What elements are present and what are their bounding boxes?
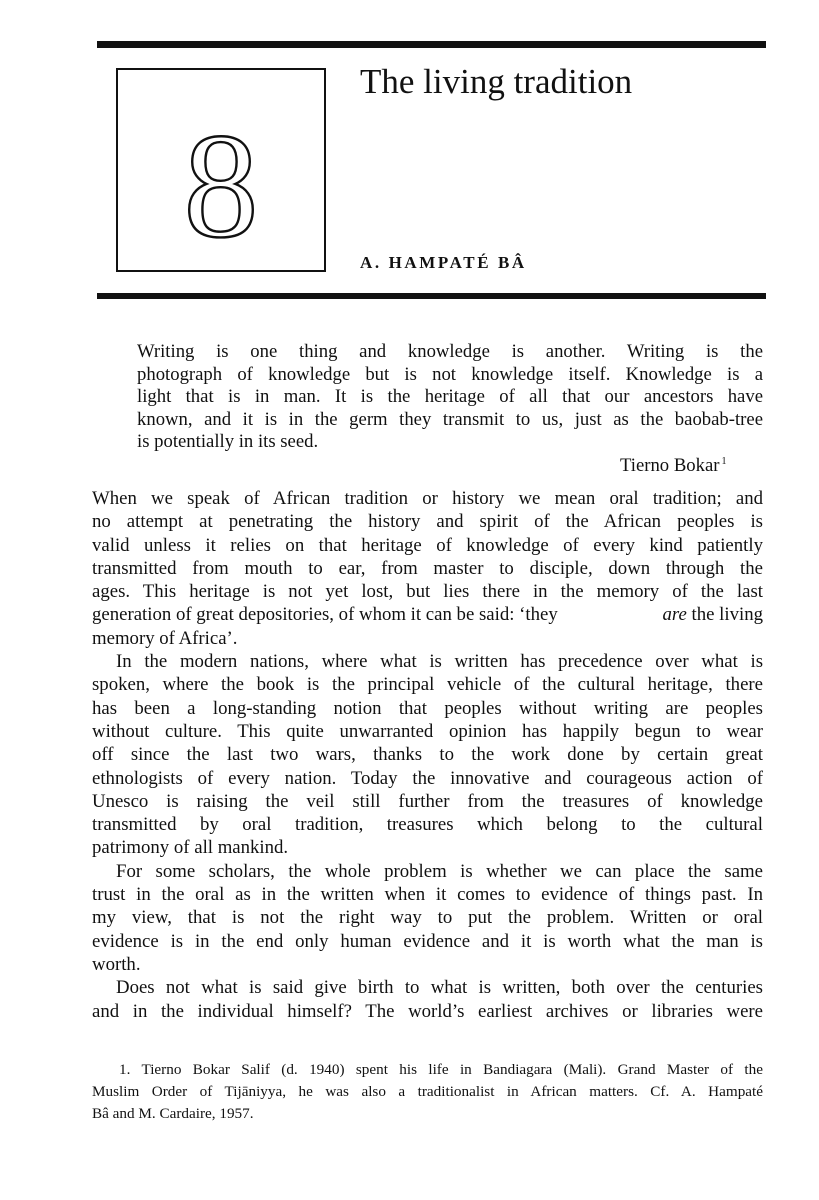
body-line: trust in the oral as in the written when it comes to evidence of things past. In xyxy=(92,884,763,906)
chapter-title: The living tradition xyxy=(360,62,633,101)
chapter-number xyxy=(118,70,324,270)
chapter-author: A. HAMPATÉ BÂ xyxy=(360,253,527,272)
body-line: Does not what is said give birth to what is written, both over the centuries xyxy=(116,977,763,999)
footnote-line: 1. Tierno Bokar Salif (d. 1940) spent his life in Bandiagara (Mali). Grand Master of the xyxy=(119,1061,763,1078)
body-line: spoken, where the book is the principal vehicle of the cultural heritage, there xyxy=(92,674,763,696)
body-line: memory of Africa’. xyxy=(92,627,238,649)
footnote-line: Bâ and M. Cardaire, 1957. xyxy=(92,1105,254,1122)
emphasis: are xyxy=(662,604,687,626)
body-line: Unesco is raising the veil still further from the treasures of knowledge xyxy=(92,790,763,812)
body-line-part: generation of great depositories, of whom it can be said: ‘they xyxy=(92,604,563,626)
body-line: my view, that is not the right way to put the problem. Written or oral xyxy=(92,907,763,929)
body-line: has been a long-standing notion that peoples without writing are peoples xyxy=(92,697,763,719)
body-line: patrimony of all mankind. xyxy=(92,837,289,859)
body-line: valid unless it relies on that heritage of knowledge of every kind patiently xyxy=(92,534,763,556)
top-rule xyxy=(97,41,766,48)
body-line: transmitted from mouth to ear, from master to disciple, down through the xyxy=(92,557,763,579)
epigraph-line: known, and it is in the germ they transmit to us, just as the baobab-tree xyxy=(137,408,763,430)
body-line: In the modern nations, where what is written has precedence over what is xyxy=(116,651,763,673)
epigraph-line: photograph of knowledge but is not knowledge itself. Knowledge is a xyxy=(137,363,763,385)
footnote-line: Muslim Order of Tijāniyya, he was also a traditionalist in African matters. Cf. A. Hampaté xyxy=(92,1083,763,1100)
body-line: ages. This heritage is not yet lost, but lies there in the memory of the last xyxy=(92,581,763,603)
epigraph xyxy=(137,341,763,454)
body-line: evidence is in the end only human evidence and it is worth what the man is xyxy=(92,930,763,952)
footnote-ref: 1 xyxy=(721,456,727,467)
body-line: no attempt at penetrating the history and spirit of the African peoples is xyxy=(92,511,763,533)
body-text xyxy=(92,487,763,1023)
epigraph-attribution xyxy=(620,455,727,477)
epigraph-line: Writing is one thing and knowledge is another. Writing is the xyxy=(137,341,763,362)
body-line-part xyxy=(662,603,763,626)
body-line: without culture. This quite unwarranted opinion has happily begun to wear xyxy=(92,720,763,742)
attribution-name: Tierno Bokar xyxy=(620,455,720,476)
body-line: worth. xyxy=(92,953,141,975)
body-line: off since the last two wars, thanks to the work done by certain great xyxy=(92,744,763,766)
chapter-number-box xyxy=(116,68,326,272)
footnote xyxy=(92,1059,763,1125)
epigraph-line: light that is in man. It is the heritage of all that our ancestors have xyxy=(137,386,763,408)
body-line xyxy=(92,603,763,626)
body-line: transmitted by oral tradition, treasures which belong to the cultural xyxy=(92,814,763,836)
body-line: and in the individual himself? The world’s earliest archives or libraries were xyxy=(92,1000,763,1022)
body-line: When we speak of African tradition or history we mean oral tradition; and xyxy=(92,488,763,509)
chapter-number-text: 8 xyxy=(183,103,259,269)
bottom-rule xyxy=(97,293,766,299)
body-line-part: the living xyxy=(686,604,763,626)
epigraph-line: is potentially in its seed. xyxy=(137,431,319,453)
body-line: ethnologists of every nation. Today the innovative and courageous action of xyxy=(92,767,763,789)
body-line: For some scholars, the whole problem is whether we can place the same xyxy=(116,860,763,882)
